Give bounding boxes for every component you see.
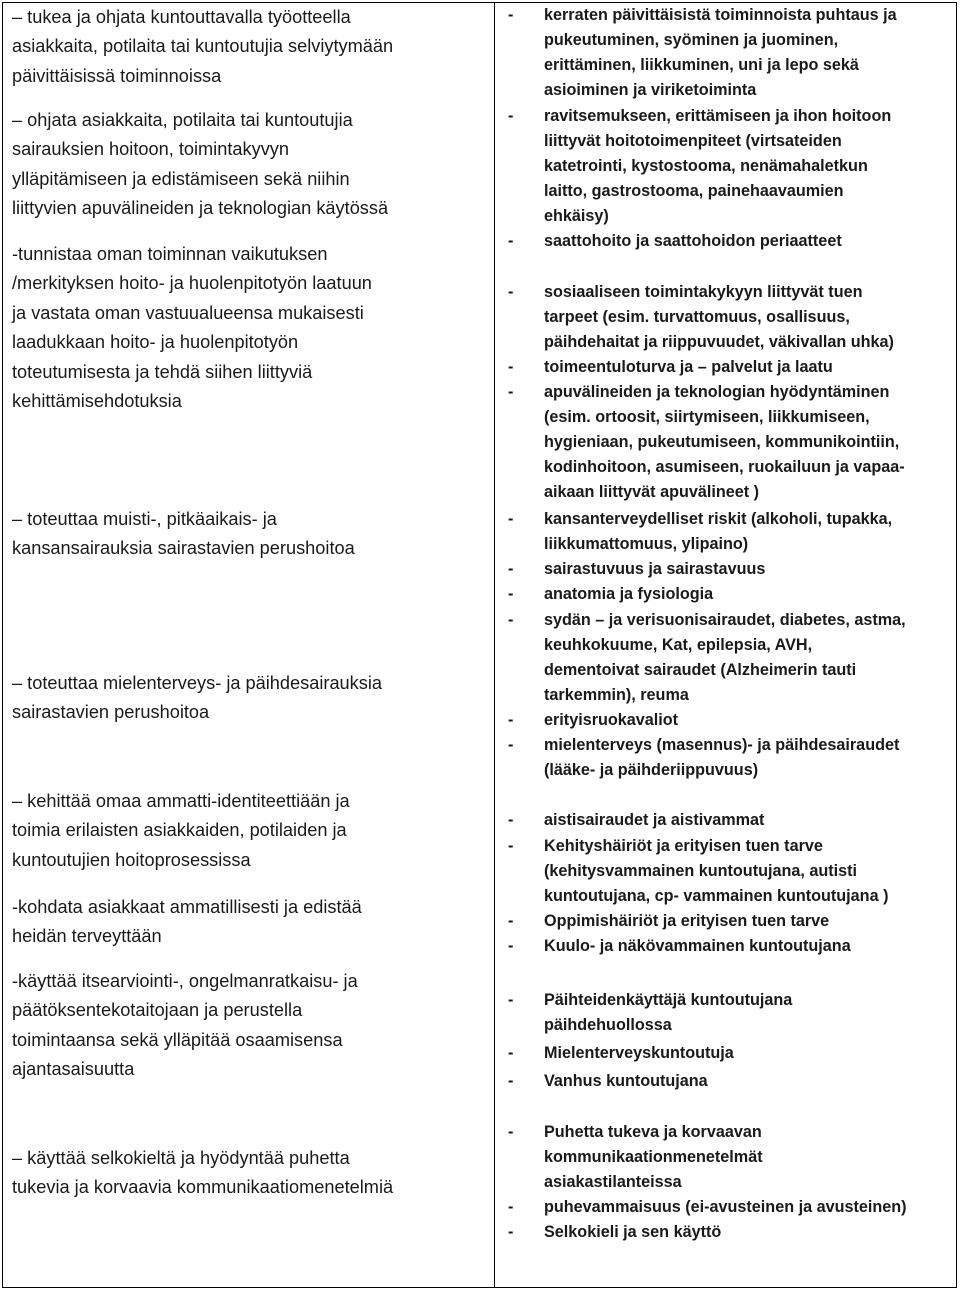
list-item: - mielenterveys (masennus)- ja päihdesairaudet (lääke- ja päihderiippuvuus) bbox=[508, 733, 953, 783]
list-bullet: - bbox=[508, 6, 514, 24]
left-item: -kohdata asiakkaat ammatillisesti ja edistää heidän terveyttään bbox=[12, 897, 362, 947]
left-item: – tukea ja ohjata kuntouttavalla työotteella asiakkaita, potilaita tai kuntoutujia selviytymään päivittäisissä toiminnoissa bbox=[12, 7, 394, 86]
list-item: - Mielenterveyskuntoutuja bbox=[508, 1041, 953, 1066]
list-item: - Vanhus kuntoutujana bbox=[508, 1069, 953, 1094]
list-bullet: - bbox=[508, 1072, 514, 1090]
left-item: – käyttää selkokieltä ja hyödyntää puhetta tukevia ja korvaavia kommunikaatiomenetelmiä bbox=[12, 1148, 394, 1198]
list-item: - Puhetta tukeva ja korvaavan kommunikaationmenetelmät asiakastilanteissa bbox=[508, 1120, 953, 1195]
left-item: – kehittää omaa ammatti-identiteettiään ja toimia erilaisten asiakkaiden, potilaiden ja kuntoutujien hoitoprosessissa bbox=[12, 791, 350, 870]
list-bullet: - bbox=[508, 107, 514, 125]
list-item: - sosiaaliseen toimintakykyyn liittyvät tuen tarpeet (esim. turvattomuus, osallisuus, päihdehaitat ja riippuvuudet, väkivallan uhka) bbox=[508, 280, 953, 355]
list-item: - erityisruokavaliot bbox=[508, 708, 953, 733]
list-item: - kerraten päivittäisistä toiminnoista puhtaus ja pukeutuminen, syöminen ja juominen, erittäminen, liikkuminen, uni ja lepo sekä asioiminen ja viriketoiminta bbox=[508, 3, 953, 103]
list-bullet: - bbox=[508, 736, 514, 754]
list-bullet: - bbox=[508, 358, 514, 376]
list-item: - Päihteidenkäyttäjä kuntoutujana päihdehuollossa bbox=[508, 988, 953, 1038]
list-item: - anatomia ja fysiologia bbox=[508, 582, 953, 607]
list-bullet: - bbox=[508, 1198, 514, 1216]
left-item: – ohjata asiakkaita, potilaita tai kuntoutujia sairauksien hoitoon, toimintakyvyn ylläpitämiseen ja edistämiseen sekä niihin liittyvien apuvälineiden ja teknologian käytössä bbox=[12, 110, 389, 219]
list-item: - Kehityshäiriöt ja erityisen tuen tarve (kehitysvammainen kuntoutujana, autisti kuntoutujana, cp- vammainen kuntoutujana ) bbox=[508, 834, 953, 909]
list-bullet: - bbox=[508, 560, 514, 578]
column-divider bbox=[494, 2, 495, 1288]
list-bullet: - bbox=[508, 711, 514, 729]
list-item: - sydän – ja verisuonisairaudet, diabetes, astma, keuhkokuume, Kat, epilepsia, AVH, dementoivat sairaudet (Alzheimerin tauti tarkemmin), reuma bbox=[508, 608, 953, 708]
list-bullet: - bbox=[508, 837, 514, 855]
list-bullet: - bbox=[508, 383, 514, 401]
list-item: - sairastuvuus ja sairastavuus bbox=[508, 557, 953, 582]
list-bullet: - bbox=[508, 937, 514, 955]
list-item: - ravitsemukseen, erittämiseen ja ihon hoitoon liittyvät hoitotoimenpiteet (virtsateiden katetrointi, kystostooma, nenämahaletkun laitto, gastrostooma, painehaavaumien ehkäisy) bbox=[508, 104, 953, 229]
list-item: - kansanterveydelliset riskit (alkoholi, tupakka, liikkumattomuus, ylipaino) bbox=[508, 507, 953, 557]
list-bullet: - bbox=[508, 611, 514, 629]
list-bullet: - bbox=[508, 510, 514, 528]
list-item: - aistisairaudet ja aistivammat bbox=[508, 808, 953, 833]
list-item: - apuvälineiden ja teknologian hyödyntäminen (esim. ortoosit, siirtymiseen, liikkumiseen, hygieniaan, pukeutumiseen, kommunikointiin, kodinhoitoon, asumiseen, ruokailuun ja vapaa- aikaan liittyvät apuvälineet ) bbox=[508, 380, 953, 505]
list-item: - Kuulo- ja näkövammainen kuntoutujana bbox=[508, 934, 953, 959]
list-item: - Oppimishäiriöt ja erityisen tuen tarve bbox=[508, 909, 953, 934]
list-bullet: - bbox=[508, 585, 514, 603]
list-item: - saattohoito ja saattohoidon periaatteet bbox=[508, 229, 953, 254]
list-bullet: - bbox=[508, 1223, 514, 1241]
list-bullet: - bbox=[508, 1123, 514, 1141]
left-item: -tunnistaa oman toiminnan vaikutuksen /merkityksen hoito- ja huolenpitotyön laatuun ja vastata oman vastuualueensa mukaisesti laadukkaan hoito- ja huolenpitotyön toteutumisesta ja tehdä siihen liittyviä kehittämisehdotuksia bbox=[12, 244, 372, 412]
list-bullet: - bbox=[508, 232, 514, 250]
list-bullet: - bbox=[508, 283, 514, 301]
list-bullet: - bbox=[508, 912, 514, 930]
list-bullet: - bbox=[508, 991, 514, 1009]
list-item: - toimeentuloturva ja – palvelut ja laatu bbox=[508, 355, 953, 380]
left-item: -käyttää itsearviointi-, ongelmanratkaisu- ja päätöksentekotaitojaan ja perustella toimintaansa sekä ylläpitää osaamisensa ajantasaisuutta bbox=[12, 971, 358, 1080]
list-bullet: - bbox=[508, 811, 514, 829]
list-item: - puhevammaisuus (ei-avusteinen ja avusteinen) bbox=[508, 1195, 953, 1220]
left-item: – toteuttaa muisti-, pitkäaikais- ja kansansairauksia sairastavien perushoitoa bbox=[12, 509, 355, 559]
list-bullet: - bbox=[508, 1044, 514, 1062]
left-item: – toteuttaa mielenterveys- ja päihdesairauksia sairastavien perushoitoa bbox=[12, 673, 383, 723]
list-item: - Selkokieli ja sen käyttö bbox=[508, 1220, 953, 1245]
